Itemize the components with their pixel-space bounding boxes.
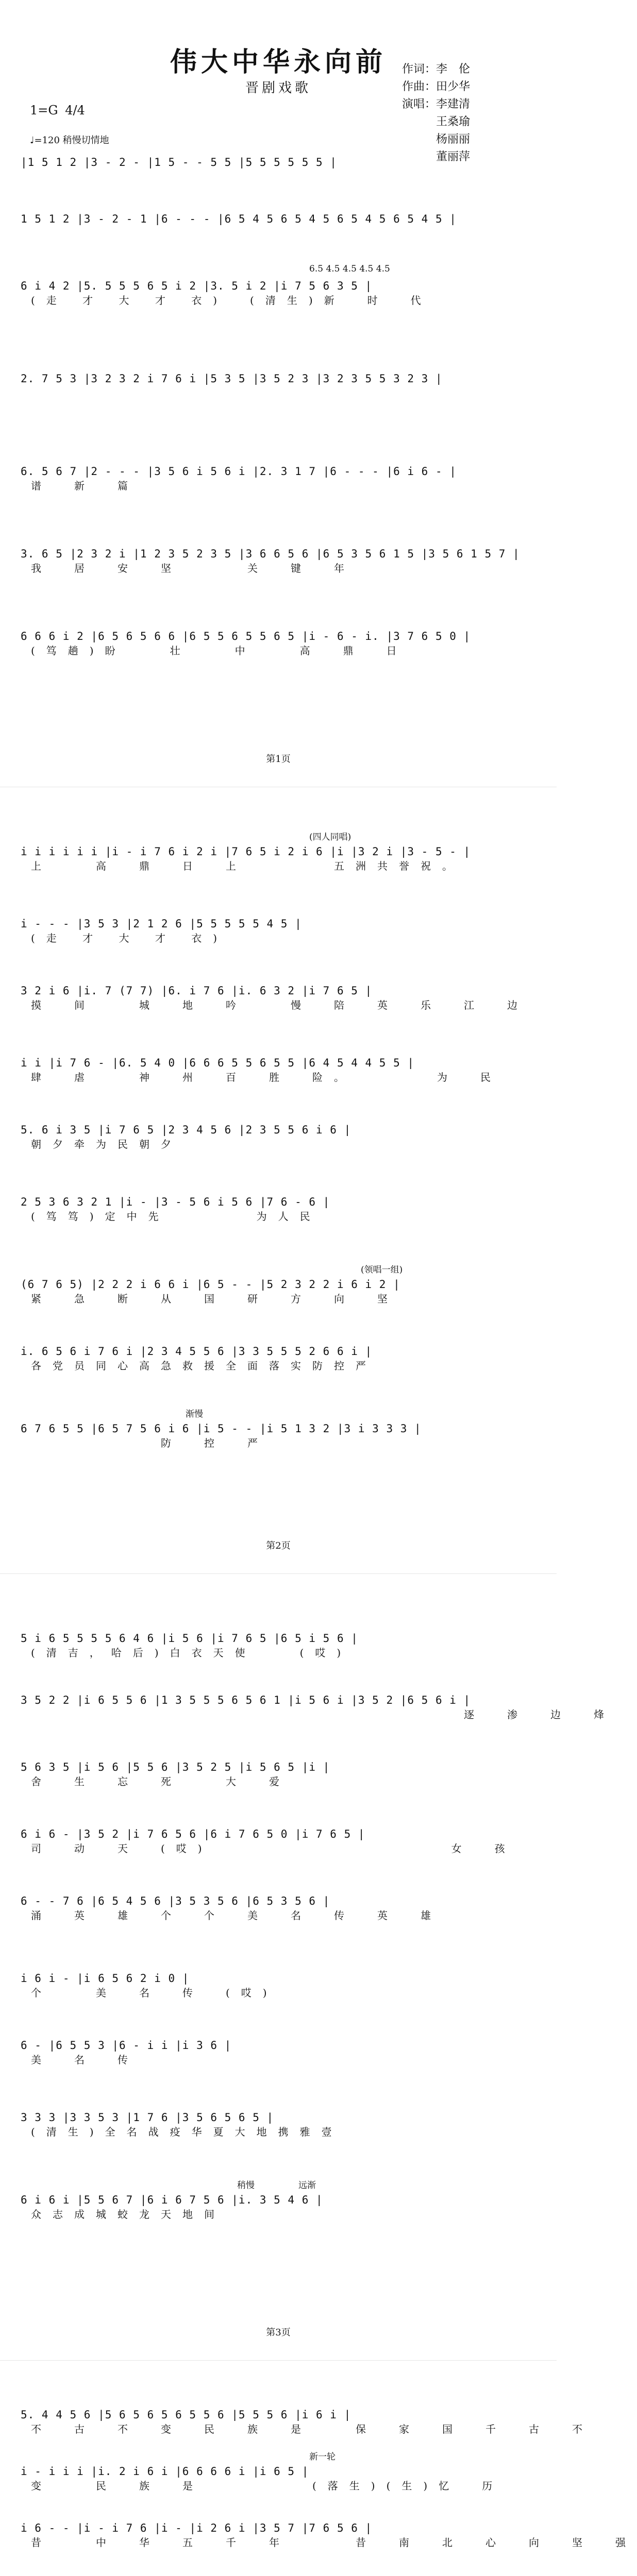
score-page-4 <box>0 2360 637 2576</box>
notation-line: 3 3 3 |3 3 5 3 |1 7 6 |3 5 6 5 6 5 | <box>21 2111 274 2124</box>
score-system <box>21 1409 536 1450</box>
notation-line: 6 i 6 i |5 5 6 7 |6 i 6 7 5 6 |i. 3 5 4 6 | <box>21 2194 323 2206</box>
lyrics-line: 我 居 安 坚 关 键 年 <box>31 562 356 574</box>
lyrics-line: (走 才 大 才 衣) (清生)新 时 代 <box>31 294 432 307</box>
score-title: 伟大中华永向前 <box>170 46 387 78</box>
notation-line: 1 5 1 2 |3 - 2 - 1 |6 - - - |6 5 4 5 6 5 4 5 6 5 4 5 6 5 4 5 | <box>21 213 457 225</box>
score-system <box>21 2180 536 2221</box>
lyrics-line: 紧 急 断 从 国 研 方 向 坚 <box>31 1293 399 1305</box>
time-signature: 4/4 <box>65 103 85 117</box>
notation-line: 6 7 6 5 5 |6 5 7 5 6 i 6 |i 5 - - |i 5 1 3 2 |3 i 3 3 3 | <box>21 1422 422 1435</box>
lyrics-line: 防 控 严 <box>31 1437 269 1449</box>
lyrics-line: 谱 新 篇 <box>31 480 139 492</box>
lyrics-line: 各党员同心高急救援全面落实防控严 <box>31 1360 377 1372</box>
performance-marking: 稍慢 远渐 <box>237 2180 316 2191</box>
lyrics-line: (笃趟)盼 壮 中 高 鼎 日 <box>31 645 408 657</box>
credit-line: 王桑瑜 <box>402 115 471 128</box>
page-number: 第3页 <box>266 2327 291 2338</box>
notation-line: 5 i 6 5 5 5 5 6 4 6 |i 5 6 |i 7 6 5 |6 5 i 5 6 | <box>21 1632 358 1645</box>
lyrics-line: 司 动 天 (哎) 女 孩 <box>31 1842 516 1855</box>
credit-line: 董丽萍 <box>402 150 471 163</box>
lyrics-line: 上 高 鼎 日 上 五洲共誉祝。 <box>31 860 464 872</box>
score-system <box>21 1344 536 1372</box>
score-system <box>21 1055 536 1084</box>
score-system <box>21 1893 536 1922</box>
score-system <box>21 629 536 657</box>
score-system <box>21 832 536 873</box>
credit-line: 演唱：李建清 <box>402 98 471 111</box>
notation-line: i i |i 7 6 - |6. 5 4 0 |6 6 6 5 5 6 5 5 |6 4 5 4 4 5 5 | <box>21 1057 415 1069</box>
score-system <box>21 264 536 307</box>
score-system <box>21 2452 536 2493</box>
notation-line: 5. 6 i 3 5 |i 7 6 5 |2 3 4 5 6 |2 3 5 5 6 i 6 | <box>21 1124 351 1136</box>
score-system <box>21 983 536 1012</box>
key-label: 1=G <box>30 103 58 117</box>
notation-line: (6 7 6 5) |2 2 2 i 6 6 i |6 5 - - |5 2 3 2 2 i 6 i 2 | <box>21 1278 400 1291</box>
notation-line: 6. 5 6 7 |2 - - - |3 5 6 i 5 6 i |2. 3 1 7 |6 - - - |6 i 6 - | <box>21 465 457 478</box>
lyrics-line: 逐 渗 边 烽 <box>31 1708 615 1721</box>
score-system <box>21 1759 536 1788</box>
score-system <box>21 1826 536 1855</box>
lyrics-line: (清生)全名战疫华夏大地携雅壹 <box>31 2126 343 2138</box>
tempo-marking: ♩=120 稍慢切情地 <box>30 135 109 146</box>
performance-marking: (四人同唱) <box>309 832 351 842</box>
score-system <box>21 1692 615 1721</box>
score-system <box>21 916 536 945</box>
score-system <box>21 155 536 170</box>
notation-line: i - i i i |i. 2 i 6 i |6 6 6 6 i |i 6 5 | <box>21 2465 309 2478</box>
credit-line: 作曲：田少华 <box>402 80 471 93</box>
page-number: 第2页 <box>266 1540 291 1551</box>
notation-line: 6 - |6 5 5 3 |6 - i i |i 3 6 | <box>21 2039 232 2052</box>
lyrics-line: 昔 中 华 五 千 年 昔 南 北 心 向 坚 强 <box>31 2536 637 2549</box>
notation-line: 3. 6 5 |2 3 2 i |1 2 3 5 2 3 5 |3 6 6 5 6 |6 5 3 5 6 1 5 |3 5 6 1 5 7 | <box>21 548 520 560</box>
performance-marking: 6.5 4.5 4.5 4.5 4.5 <box>309 264 390 274</box>
score-system <box>21 1122 536 1151</box>
lyrics-line: 朝夕牵为民朝夕 <box>31 1138 182 1150</box>
lyrics-line: 涌 英 雄 个 个 美 名 传 英 雄 <box>31 1909 442 1922</box>
lyrics-line: 舍 生 忘 死 大 爱 <box>31 1775 291 1788</box>
lyrics-line: (清吉，哈后)白衣天使 (哎) <box>31 1647 353 1659</box>
lyrics-line <box>21 386 536 400</box>
lyrics-line: 变 民 族 是 (落生)(生)忆 历 <box>31 2480 504 2492</box>
score-system <box>21 1265 536 1306</box>
score-system <box>21 211 536 227</box>
notation-line: 5 6 3 5 |i 5 6 |5 5 6 |3 5 2 5 |i 5 6 5 |i | <box>21 1761 330 1773</box>
notation-line: 6 6 6 i 2 |6 5 6 5 6 6 |6 5 5 6 5 5 6 5 |i - 6 - i. |3 7 6 5 0 | <box>21 630 471 642</box>
score-system <box>21 2520 637 2549</box>
performance-marking: 新一轮 <box>309 2452 336 2462</box>
score-system <box>21 1194 536 1223</box>
notation-line: 2 5 3 6 3 2 1 |i - |3 - 5 6 i 5 6 |7 6 - 6 | <box>21 1196 330 1208</box>
notation-line: |1 5 1 2 |3 - 2 - |1 5 - - 5 5 |5 5 5 5 5 5 | <box>21 156 337 168</box>
notation-line: 6 - - 7 6 |6 5 4 5 6 |3 5 3 5 6 |6 5 3 5 6 | <box>21 1895 330 1907</box>
score-system <box>21 546 536 575</box>
lyrics-line: 个 美 名 传 (哎) <box>31 1987 278 1999</box>
notation-line: 2. 7 5 3 |3 2 3 2 i 7 6 i |5 3 5 |3 5 2 3 |3 2 3 5 5 3 2 3 | <box>21 372 443 385</box>
credits <box>402 61 470 166</box>
notation-line: 6 i 4 2 |5. 5 5 5 6 5 i 2 |3. 5 i 2 |i 7 5 6 3 5 | <box>21 280 373 292</box>
score-system <box>21 371 536 400</box>
performance-marking: (领唱一组) <box>361 1265 403 1275</box>
notation-line: i i i i i i |i - i 7 6 i 2 i |7 6 5 i 2 i 6 |i |3 2 i |3 - 5 - | <box>21 845 471 858</box>
score-page-3 <box>0 1573 615 2360</box>
score-system <box>21 2038 536 2066</box>
score-system <box>21 1971 536 1999</box>
notation-line: i 6 i - |i 6 5 6 2 i 0 | <box>21 1972 190 1985</box>
credit-line: 杨丽丽 <box>402 133 471 146</box>
lyrics-line: (走 才 大 才 衣) <box>31 932 229 944</box>
lyrics-line: 众志成城蛟龙天地间 <box>31 2208 226 2221</box>
notation-line: 5. 4 4 5 6 |5 6 5 6 5 6 5 5 6 |5 5 5 6 |i 6 i | <box>21 2409 351 2421</box>
lyrics-line: 不 古 不 变 民 族 是 保 家 国 千 古 不 <box>31 2423 594 2435</box>
score-page-1 <box>0 0 557 787</box>
score-page-2 <box>0 787 557 1573</box>
lyrics-line: 美 名 传 <box>31 2054 139 2066</box>
score-system <box>21 464 536 493</box>
credit-line: 作词：李 伦 <box>402 63 471 76</box>
score-system <box>21 2407 594 2436</box>
page-number: 第1页 <box>266 754 291 765</box>
performance-marking: 渐慢 <box>186 1409 203 1419</box>
lyrics-line: (笃笃)定中先 为人民 <box>31 1210 322 1223</box>
score-system <box>21 1631 536 1659</box>
score-system <box>21 2110 536 2139</box>
notation-line: 3 2 i 6 |i. 7 (7 7) |6. i 7 6 |i. 6 3 2 |i 7 6 5 | <box>21 985 373 997</box>
notation-line: i 6 - - |i - i 7 6 |i - |i 2 6 i |3 5 7 |7 6 5 6 | <box>21 2522 373 2534</box>
lyrics-line: 肆 虐 神 州 百 胜 险。 为 民 <box>31 1071 502 1083</box>
notation-line: 6 i 6 - |3 5 2 |i 7 6 5 6 |6 i 7 6 5 0 |i 7 6 5 | <box>21 1828 365 1840</box>
key-signature <box>30 103 85 117</box>
notation-line: i. 6 5 6 i 7 6 i |2 3 4 5 5 6 |3 3 5 5 5 2 6 6 i | <box>21 1345 373 1358</box>
score-subtitle: 晋剧戏歌 <box>245 80 311 96</box>
notation-line: 3 5 2 2 |i 6 5 5 6 |1 3 5 5 5 6 5 6 1 |i 5 6 i |3 5 2 |6 5 6 i | <box>21 1694 471 1706</box>
notation-line: i - - - |3 5 3 |2 1 2 6 |5 5 5 5 5 4 5 | <box>21 918 302 930</box>
lyrics-line: 摸 间 城 地 吟 慢 陪 英 乐 江 边 <box>31 999 529 1011</box>
